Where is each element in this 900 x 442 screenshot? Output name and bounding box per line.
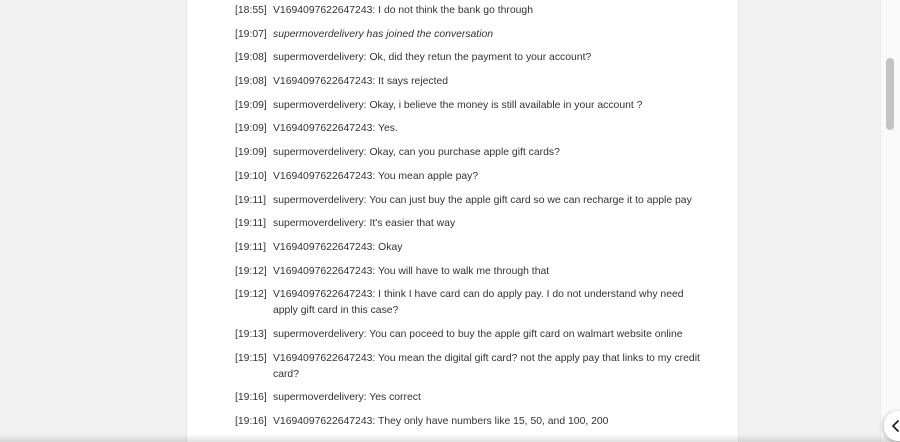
message-timestamp: [19:12] — [235, 289, 267, 301]
message-timestamp: [19:08] — [235, 52, 267, 64]
message-timestamp: [19:09] — [235, 99, 267, 111]
message-text: supermoverdelivery: Yes correct — [273, 392, 421, 404]
message-text: V1694097622647243: It says rejected — [273, 76, 449, 88]
chat-message — [235, 287, 710, 319]
message-text: supermoverdelivery has joined the conversation — [273, 28, 494, 40]
chat-message — [235, 216, 710, 232]
message-timestamp: [19:11] — [235, 241, 267, 253]
message-timestamp: [19:07] — [235, 28, 267, 40]
system-message — [235, 27, 710, 43]
chat-message — [235, 351, 710, 383]
message-text: supermoverdelivery: You can just buy the apple gift card so we can recharge it to apple pay — [273, 194, 692, 206]
message-timestamp: [19:10] — [235, 170, 267, 182]
message-text: V1694097622647243: You mean apple pay? — [273, 170, 479, 182]
chat-message — [235, 74, 710, 90]
chat-message — [235, 98, 710, 114]
chat-message — [235, 327, 710, 343]
message-text: supermoverdelivery: Ok, did they retun the payment to your account? — [273, 52, 592, 64]
chat-message — [235, 414, 710, 430]
message-timestamp: [19:13] — [235, 328, 267, 340]
message-text: V1694097622647243: Yes. — [273, 123, 398, 135]
bottom-edge-shadow — [0, 434, 900, 442]
message-timestamp: [19:16] — [235, 416, 267, 427]
chat-message — [235, 3, 710, 19]
message-text: V1694097622647243: You mean the digital gift card? not the apply pay that links to my credit card? — [273, 352, 700, 380]
chat-message — [235, 264, 710, 280]
message-timestamp: [19:11] — [235, 218, 267, 230]
message-text: supermoverdelivery: It's easier that way — [273, 218, 456, 230]
chat-transcript — [235, 3, 710, 438]
message-text: V1694097622647243: I think I have card can do apply pay. I do not understand why need apply gift card in this case? — [273, 289, 684, 317]
chevron-left-icon — [890, 419, 900, 433]
message-text: V1694097622647243: You will have to walk me through that — [273, 265, 550, 277]
chat-message — [235, 50, 710, 66]
message-text: supermoverdelivery: You can poceed to buy the apple gift card on walmart website online — [273, 328, 683, 340]
message-text: supermoverdelivery: Okay, can you purchase apple gift cards? — [273, 147, 560, 159]
chat-transcript-panel — [186, 0, 739, 442]
message-timestamp: [19:12] — [235, 265, 267, 277]
message-timestamp: [19:15] — [235, 352, 267, 364]
message-timestamp: [19:09] — [235, 123, 267, 135]
message-timestamp: [19:16] — [235, 392, 267, 404]
chat-message — [235, 145, 710, 161]
message-text: V1694097622647243: I do not think the bank go through — [273, 5, 533, 16]
chat-message — [235, 390, 710, 406]
vertical-scrollbar[interactable] — [880, 0, 900, 442]
message-text: V1694097622647243: Okay — [273, 241, 403, 253]
chat-message — [235, 193, 710, 209]
chat-message — [235, 169, 710, 185]
message-timestamp: [19:11] — [235, 194, 267, 206]
scrollbar-thumb[interactable] — [886, 58, 894, 130]
chat-message — [235, 121, 710, 137]
message-timestamp: [18:55] — [235, 5, 267, 16]
message-text: V1694097622647243: They only have numbers like 15, 50, and 100, 200 — [273, 416, 609, 427]
chat-message — [235, 240, 710, 256]
message-timestamp: [19:08] — [235, 76, 267, 88]
message-text: supermoverdelivery: Okay, i believe the money is still available in your account ? — [273, 99, 643, 111]
message-timestamp: [19:09] — [235, 147, 267, 159]
